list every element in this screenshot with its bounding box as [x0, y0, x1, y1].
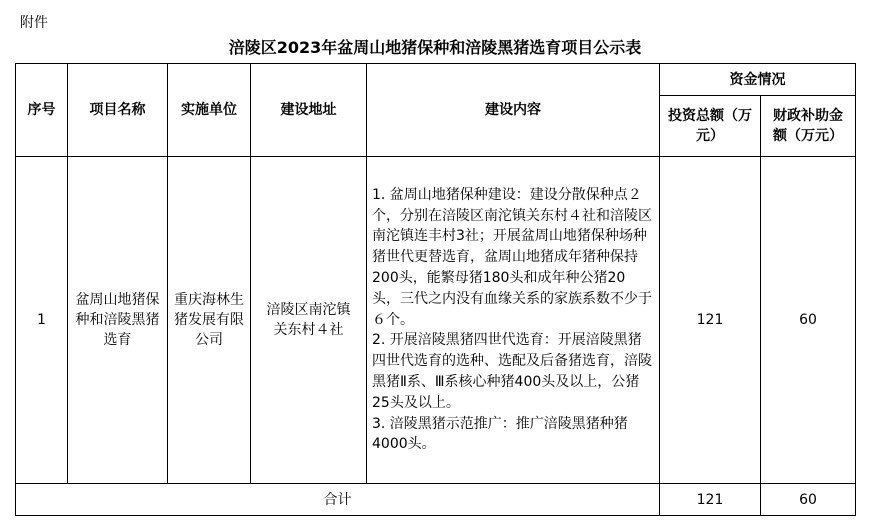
attachment-label: 附件: [20, 15, 48, 31]
cell-location: [251, 157, 367, 484]
cell-implementer: [168, 157, 251, 484]
header-project-name: 项目名称: [68, 64, 168, 157]
header-seq: 序号: [16, 64, 68, 157]
total-row: [16, 484, 856, 516]
header-location: 建设地址: [251, 64, 367, 157]
document-title: 涪陵区2023年盆周山地猪保种和涪陵黑猪选育项目公示表: [228, 38, 642, 57]
content-item-2: 2. 开展涪陵黑猪四世代选育：开展涪陵黑猪四世代选育的选种、选配及后备猪选育，涪陵黑猪Ⅱ系、Ⅲ系核心种猪400头及以上，公猪25头及以上。: [372, 332, 652, 411]
total-subsidy-sum: 60: [761, 484, 856, 516]
content-item-1: 1. 盆周山地猪保种建设：建设分散保种点２个，分别在涪陵区南沱镇关东村４社和涪陵区南沱镇连丰村3社；开展盆周山地猪保种场种猪世代更替选育，盆周山地猪成年猪种保持200头，能繁母猪180头和成年种公猪20头，三代之内没有血缘关系的家族系数不少于６个。: [372, 186, 652, 328]
header-subsidy: [761, 96, 856, 157]
cell-location-text: 涪陵区南沱镇关东村４社: [266, 302, 351, 338]
cell-project-name: [68, 157, 168, 484]
header-total-investment: [660, 96, 761, 157]
project-table: [15, 63, 856, 516]
cell-seq: 1: [16, 157, 68, 484]
cell-subsidy: 60: [761, 157, 856, 484]
content-item-3: 3. 涪陵黑猪示范推广：推广涪陵黑猪种猪4000头。: [372, 415, 628, 453]
header-subsidy-text: 财政补助金额（万元）: [773, 108, 843, 144]
header-implementer: 实施单位: [168, 64, 251, 157]
total-investment-sum: 121: [660, 484, 761, 516]
header-row-1: [16, 64, 856, 96]
header-total-investment-text: 投资总额（万元）: [668, 108, 752, 144]
cell-content: [367, 157, 660, 484]
cell-implementer-text: 重庆海林生猪发展有限公司: [174, 292, 244, 348]
table-row: [16, 157, 856, 484]
header-content: 建设内容: [367, 64, 660, 157]
cell-project-name-text: 盆周山地猪保种和涪陵黑猪选育: [75, 292, 160, 348]
header-funds-group: 资金情况: [660, 64, 856, 96]
cell-total-investment: 121: [660, 157, 761, 484]
total-label: 合计: [16, 484, 660, 516]
